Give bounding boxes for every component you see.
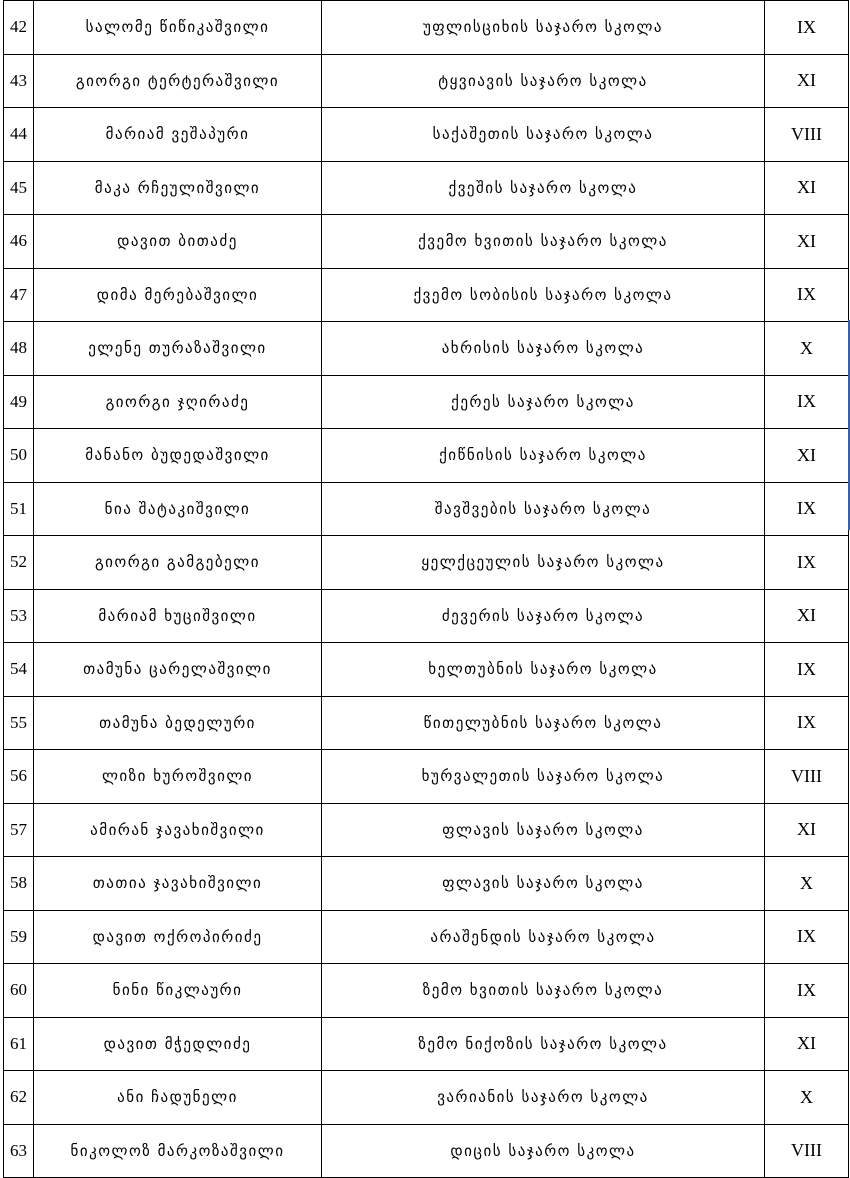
student-name: დავით ბითაძე: [34, 215, 322, 269]
school-name: ხურვალეთის საჯარო სკოლა: [322, 750, 765, 804]
grade: XI: [765, 803, 849, 857]
grade: IX: [765, 696, 849, 750]
table-row: [4, 1071, 849, 1125]
student-name: თამუნა ბედელური: [34, 696, 322, 750]
table-row: [4, 375, 849, 429]
student-name: ნინი წიკლაური: [34, 964, 322, 1018]
school-name: ძევერის საჯარო სკოლა: [322, 589, 765, 643]
school-name: ვარიანის საჯარო სკოლა: [322, 1071, 765, 1125]
grade: VIII: [765, 750, 849, 804]
grade: IX: [765, 268, 849, 322]
row-number: 50: [4, 429, 34, 483]
grade: IX: [765, 910, 849, 964]
table-row: [4, 1124, 849, 1178]
school-name: ქვეშის საჯარო სკოლა: [322, 161, 765, 215]
table-row: [4, 964, 849, 1018]
grade: X: [765, 857, 849, 911]
student-name: გიორგი გამგებელი: [34, 536, 322, 590]
grade: IX: [765, 536, 849, 590]
grade: XI: [765, 429, 849, 483]
student-name: ელენე თურაზაშვილი: [34, 322, 322, 376]
row-number: 51: [4, 482, 34, 536]
table-row: [4, 108, 849, 162]
school-name: ქერეს საჯარო სკოლა: [322, 375, 765, 429]
school-name: დიცის საჯარო სკოლა: [322, 1124, 765, 1178]
table-row: [4, 589, 849, 643]
student-table-container: [3, 0, 848, 1178]
grade: IX: [765, 964, 849, 1018]
school-name: ქვემო სობისის საჯარო სკოლა: [322, 268, 765, 322]
student-name: ამირან ჯავახიშვილი: [34, 803, 322, 857]
row-number: 44: [4, 108, 34, 162]
row-number: 42: [4, 1, 34, 55]
row-number: 55: [4, 696, 34, 750]
row-number: 54: [4, 643, 34, 697]
student-name: ნიკოლოზ მარკოზაშვილი: [34, 1124, 322, 1178]
grade: IX: [765, 375, 849, 429]
grade: IX: [765, 643, 849, 697]
row-number: 60: [4, 964, 34, 1018]
grade: XI: [765, 589, 849, 643]
school-name: საქაშეთის საჯარო სკოლა: [322, 108, 765, 162]
table-row: [4, 910, 849, 964]
school-name: ახრისის საჯარო სკოლა: [322, 322, 765, 376]
table-row: [4, 643, 849, 697]
row-number: 53: [4, 589, 34, 643]
table-row: [4, 161, 849, 215]
table-row: [4, 215, 849, 269]
row-number: 48: [4, 322, 34, 376]
student-name: ლიზი ხუროშვილი: [34, 750, 322, 804]
school-name: შავშვების საჯარო სკოლა: [322, 482, 765, 536]
grade: IX: [765, 482, 849, 536]
school-name: ტყვიავის საჯარო სკოლა: [322, 54, 765, 108]
grade: X: [765, 322, 849, 376]
school-name: ზემო ნიქოზის საჯარო სკოლა: [322, 1017, 765, 1071]
grade: XI: [765, 54, 849, 108]
grade: VIII: [765, 1124, 849, 1178]
row-number: 47: [4, 268, 34, 322]
table-row: [4, 803, 849, 857]
row-number: 62: [4, 1071, 34, 1125]
table-row: [4, 322, 849, 376]
student-table: [3, 0, 849, 1178]
table-row: [4, 268, 849, 322]
row-number: 46: [4, 215, 34, 269]
table-row: [4, 1017, 849, 1071]
school-name: ქიწნისის საჯარო სკოლა: [322, 429, 765, 483]
student-name: მარიამ ხუციშვილი: [34, 589, 322, 643]
grade: VIII: [765, 108, 849, 162]
grade: XI: [765, 161, 849, 215]
student-name: თამუნა ცარელაშვილი: [34, 643, 322, 697]
school-name: უფლისციხის საჯარო სკოლა: [322, 1, 765, 55]
school-name: ფლავის საჯარო სკოლა: [322, 803, 765, 857]
student-name: დავით მჭედლიძე: [34, 1017, 322, 1071]
grade: IX: [765, 1, 849, 55]
student-name: ნია შატაკიშვილი: [34, 482, 322, 536]
student-name: თათია ჯავახიშვილი: [34, 857, 322, 911]
table-row: [4, 54, 849, 108]
row-number: 56: [4, 750, 34, 804]
row-number: 61: [4, 1017, 34, 1071]
student-name: გიორგი ჯღირაძე: [34, 375, 322, 429]
grade: X: [765, 1071, 849, 1125]
row-number: 63: [4, 1124, 34, 1178]
table-row: [4, 482, 849, 536]
row-number: 57: [4, 803, 34, 857]
student-table-body: [4, 1, 849, 1178]
student-name: დავით ოქროპირიძე: [34, 910, 322, 964]
student-name: მაკა რჩეულიშვილი: [34, 161, 322, 215]
school-name: ზემო ხვითის საჯარო სკოლა: [322, 964, 765, 1018]
row-number: 52: [4, 536, 34, 590]
grade: XI: [765, 1017, 849, 1071]
row-number: 43: [4, 54, 34, 108]
student-name: სალომე წიწიკაშვილი: [34, 1, 322, 55]
table-row: [4, 1, 849, 55]
school-name: ყელქცეულის საჯარო სკოლა: [322, 536, 765, 590]
table-row: [4, 536, 849, 590]
table-row: [4, 429, 849, 483]
school-name: ფლავის საჯარო სკოლა: [322, 857, 765, 911]
grade: XI: [765, 215, 849, 269]
school-name: არაშენდის საჯარო სკოლა: [322, 910, 765, 964]
table-row: [4, 857, 849, 911]
table-row: [4, 696, 849, 750]
school-name: ქვემო ხვითის საჯარო სკოლა: [322, 215, 765, 269]
student-name: მარიამ ვეშაპური: [34, 108, 322, 162]
student-name: მანანო ბუდედაშვილი: [34, 429, 322, 483]
school-name: ხელთუბნის საჯარო სკოლა: [322, 643, 765, 697]
student-name: დიმა მერებაშვილი: [34, 268, 322, 322]
table-row: [4, 750, 849, 804]
row-number: 58: [4, 857, 34, 911]
row-number: 45: [4, 161, 34, 215]
row-number: 59: [4, 910, 34, 964]
student-name: ანი ჩადუნელი: [34, 1071, 322, 1125]
row-number: 49: [4, 375, 34, 429]
school-name: წითელუბნის საჯარო სკოლა: [322, 696, 765, 750]
student-name: გიორგი ტერტერაშვილი: [34, 54, 322, 108]
